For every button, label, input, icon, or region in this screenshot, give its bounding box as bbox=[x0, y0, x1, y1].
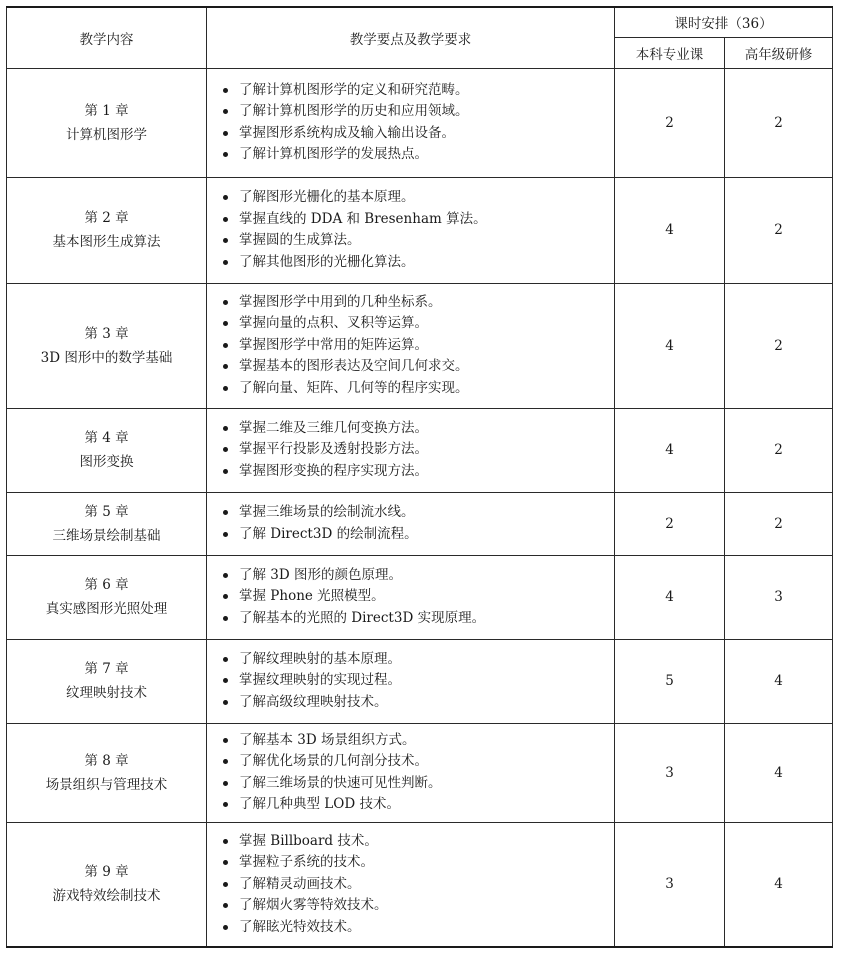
chapter-title: 纹理映射技术 bbox=[66, 685, 147, 701]
chapter-number: 第 2 章 bbox=[84, 210, 129, 226]
chapter-cell bbox=[7, 723, 207, 822]
points-list bbox=[221, 730, 614, 816]
hours-senior: 4 bbox=[725, 723, 833, 822]
table-row bbox=[7, 639, 833, 723]
list-item: 掌握图形学中用到的几种坐标系。 bbox=[221, 292, 614, 314]
list-item: 了解图形光栅化的基本原理。 bbox=[221, 187, 614, 209]
table-row bbox=[7, 177, 833, 283]
list-item: 了解几种典型 LOD 技术。 bbox=[221, 794, 614, 816]
points-cell bbox=[207, 822, 615, 947]
list-item: 掌握向量的点积、叉积等运算。 bbox=[221, 313, 614, 335]
list-item: 掌握 Phone 光照模型。 bbox=[221, 586, 614, 608]
hours-senior: 2 bbox=[725, 68, 833, 177]
chapter-cell bbox=[7, 408, 207, 492]
header-hours: 课时安排（36） bbox=[615, 7, 833, 37]
hours-senior: 2 bbox=[725, 492, 833, 555]
hours-senior: 2 bbox=[725, 283, 833, 408]
list-item: 掌握二维及三维几何变换方法。 bbox=[221, 418, 614, 440]
points-list bbox=[221, 418, 614, 483]
list-item: 掌握 Billboard 技术。 bbox=[221, 831, 614, 853]
list-item: 了解其他图形的光栅化算法。 bbox=[221, 252, 614, 274]
header-content: 教学内容 bbox=[7, 7, 207, 68]
chapter-cell bbox=[7, 177, 207, 283]
chapter-title: 场景组织与管理技术 bbox=[45, 776, 168, 793]
list-item: 了解向量、矩阵、几何等的程序实现。 bbox=[221, 378, 614, 400]
chapter-number: 第 4 章 bbox=[84, 430, 129, 446]
chapter-number: 第 8 章 bbox=[84, 752, 129, 769]
list-item: 掌握图形变换的程序实现方法。 bbox=[221, 461, 614, 483]
list-item: 了解精灵动画技术。 bbox=[221, 874, 614, 896]
table-row bbox=[7, 283, 833, 408]
list-item: 了解高级纹理映射技术。 bbox=[221, 692, 614, 714]
hours-undergrad: 3 bbox=[615, 723, 725, 822]
list-item: 掌握纹理映射的实现过程。 bbox=[221, 670, 614, 692]
table-row bbox=[7, 822, 833, 947]
list-item: 了解烟火雾等特效技术。 bbox=[221, 895, 614, 917]
list-item: 掌握直线的 DDA 和 Bresenham 算法。 bbox=[221, 209, 614, 231]
list-item: 了解计算机图形学的发展热点。 bbox=[221, 144, 614, 166]
points-list bbox=[221, 292, 614, 400]
chapter-number: 第 9 章 bbox=[84, 864, 129, 881]
hours-undergrad: 3 bbox=[615, 822, 725, 947]
list-item: 掌握圆的生成算法。 bbox=[221, 230, 614, 252]
points-cell bbox=[207, 492, 615, 555]
table-row bbox=[7, 68, 833, 177]
chapter-number: 第 6 章 bbox=[84, 577, 129, 593]
table-row bbox=[7, 408, 833, 492]
header-senior: 高年级研修 bbox=[725, 37, 833, 68]
chapter-number: 第 1 章 bbox=[84, 102, 129, 119]
list-item: 掌握基本的图形表达及空间几何求交。 bbox=[221, 356, 614, 378]
hours-undergrad: 4 bbox=[615, 283, 725, 408]
chapter-number: 第 5 章 bbox=[84, 503, 129, 520]
list-item: 掌握图形学中常用的矩阵运算。 bbox=[221, 335, 614, 357]
points-cell bbox=[207, 177, 615, 283]
list-item: 了解基本的光照的 Direct3D 实现原理。 bbox=[221, 608, 614, 630]
list-item: 了解基本 3D 场景组织方式。 bbox=[221, 730, 614, 752]
table-row bbox=[7, 723, 833, 822]
points-cell bbox=[207, 68, 615, 177]
list-item: 了解眩光特效技术。 bbox=[221, 917, 614, 939]
chapter-number: 第 3 章 bbox=[84, 325, 129, 342]
list-item: 了解 Direct3D 的绘制流程。 bbox=[221, 524, 614, 546]
points-cell bbox=[207, 639, 615, 723]
list-item: 掌握三维场景的绘制流水线。 bbox=[221, 502, 614, 524]
points-list bbox=[221, 187, 614, 273]
hours-undergrad: 4 bbox=[615, 555, 725, 639]
points-list bbox=[221, 831, 614, 939]
chapter-title: 基本图形生成算法 bbox=[52, 234, 161, 250]
chapter-title: 3D 图形中的数学基础 bbox=[40, 349, 173, 366]
points-cell bbox=[207, 723, 615, 822]
points-cell bbox=[207, 408, 615, 492]
list-item: 了解计算机图形学的历史和应用领域。 bbox=[221, 101, 614, 123]
chapter-cell bbox=[7, 639, 207, 723]
list-item: 了解优化场景的几何剖分技术。 bbox=[221, 751, 614, 773]
hours-undergrad: 4 bbox=[615, 408, 725, 492]
points-list bbox=[221, 649, 614, 714]
header-undergrad: 本科专业课 bbox=[615, 37, 725, 68]
table-body bbox=[7, 68, 833, 947]
points-list bbox=[221, 80, 614, 166]
chapter-number: 第 7 章 bbox=[84, 661, 129, 677]
chapter-title: 真实感图形光照处理 bbox=[45, 601, 168, 617]
list-item: 掌握平行投影及透射投影方法。 bbox=[221, 439, 614, 461]
list-item: 了解纹理映射的基本原理。 bbox=[221, 649, 614, 671]
chapter-title: 游戏特效绘制技术 bbox=[52, 888, 161, 905]
list-item: 掌握粒子系统的技术。 bbox=[221, 852, 614, 874]
chapter-title: 三维场景绘制基础 bbox=[52, 527, 161, 544]
chapter-cell bbox=[7, 283, 207, 408]
hours-senior: 4 bbox=[725, 639, 833, 723]
hours-undergrad: 5 bbox=[615, 639, 725, 723]
points-cell bbox=[207, 283, 615, 408]
header-points: 教学要点及教学要求 bbox=[207, 7, 615, 68]
chapter-title: 图形变换 bbox=[79, 454, 134, 470]
chapter-cell bbox=[7, 68, 207, 177]
hours-undergrad: 2 bbox=[615, 492, 725, 555]
points-list bbox=[221, 565, 614, 630]
list-item: 了解 3D 图形的颜色原理。 bbox=[221, 565, 614, 587]
list-item: 了解计算机图形学的定义和研究范畴。 bbox=[221, 80, 614, 102]
chapter-cell bbox=[7, 492, 207, 555]
chapter-cell bbox=[7, 555, 207, 639]
table-row bbox=[7, 555, 833, 639]
hours-undergrad: 4 bbox=[615, 177, 725, 283]
table-row bbox=[7, 492, 833, 555]
hours-senior: 4 bbox=[725, 822, 833, 947]
hours-undergrad: 2 bbox=[615, 68, 725, 177]
syllabus-table bbox=[6, 6, 833, 948]
list-item: 掌握图形系统构成及输入输出设备。 bbox=[221, 123, 614, 145]
points-list bbox=[221, 502, 614, 545]
chapter-title: 计算机图形学 bbox=[66, 126, 147, 143]
hours-senior: 2 bbox=[725, 408, 833, 492]
points-cell bbox=[207, 555, 615, 639]
hours-senior: 2 bbox=[725, 177, 833, 283]
chapter-cell bbox=[7, 822, 207, 947]
list-item: 了解三维场景的快速可见性判断。 bbox=[221, 773, 614, 795]
hours-senior: 3 bbox=[725, 555, 833, 639]
